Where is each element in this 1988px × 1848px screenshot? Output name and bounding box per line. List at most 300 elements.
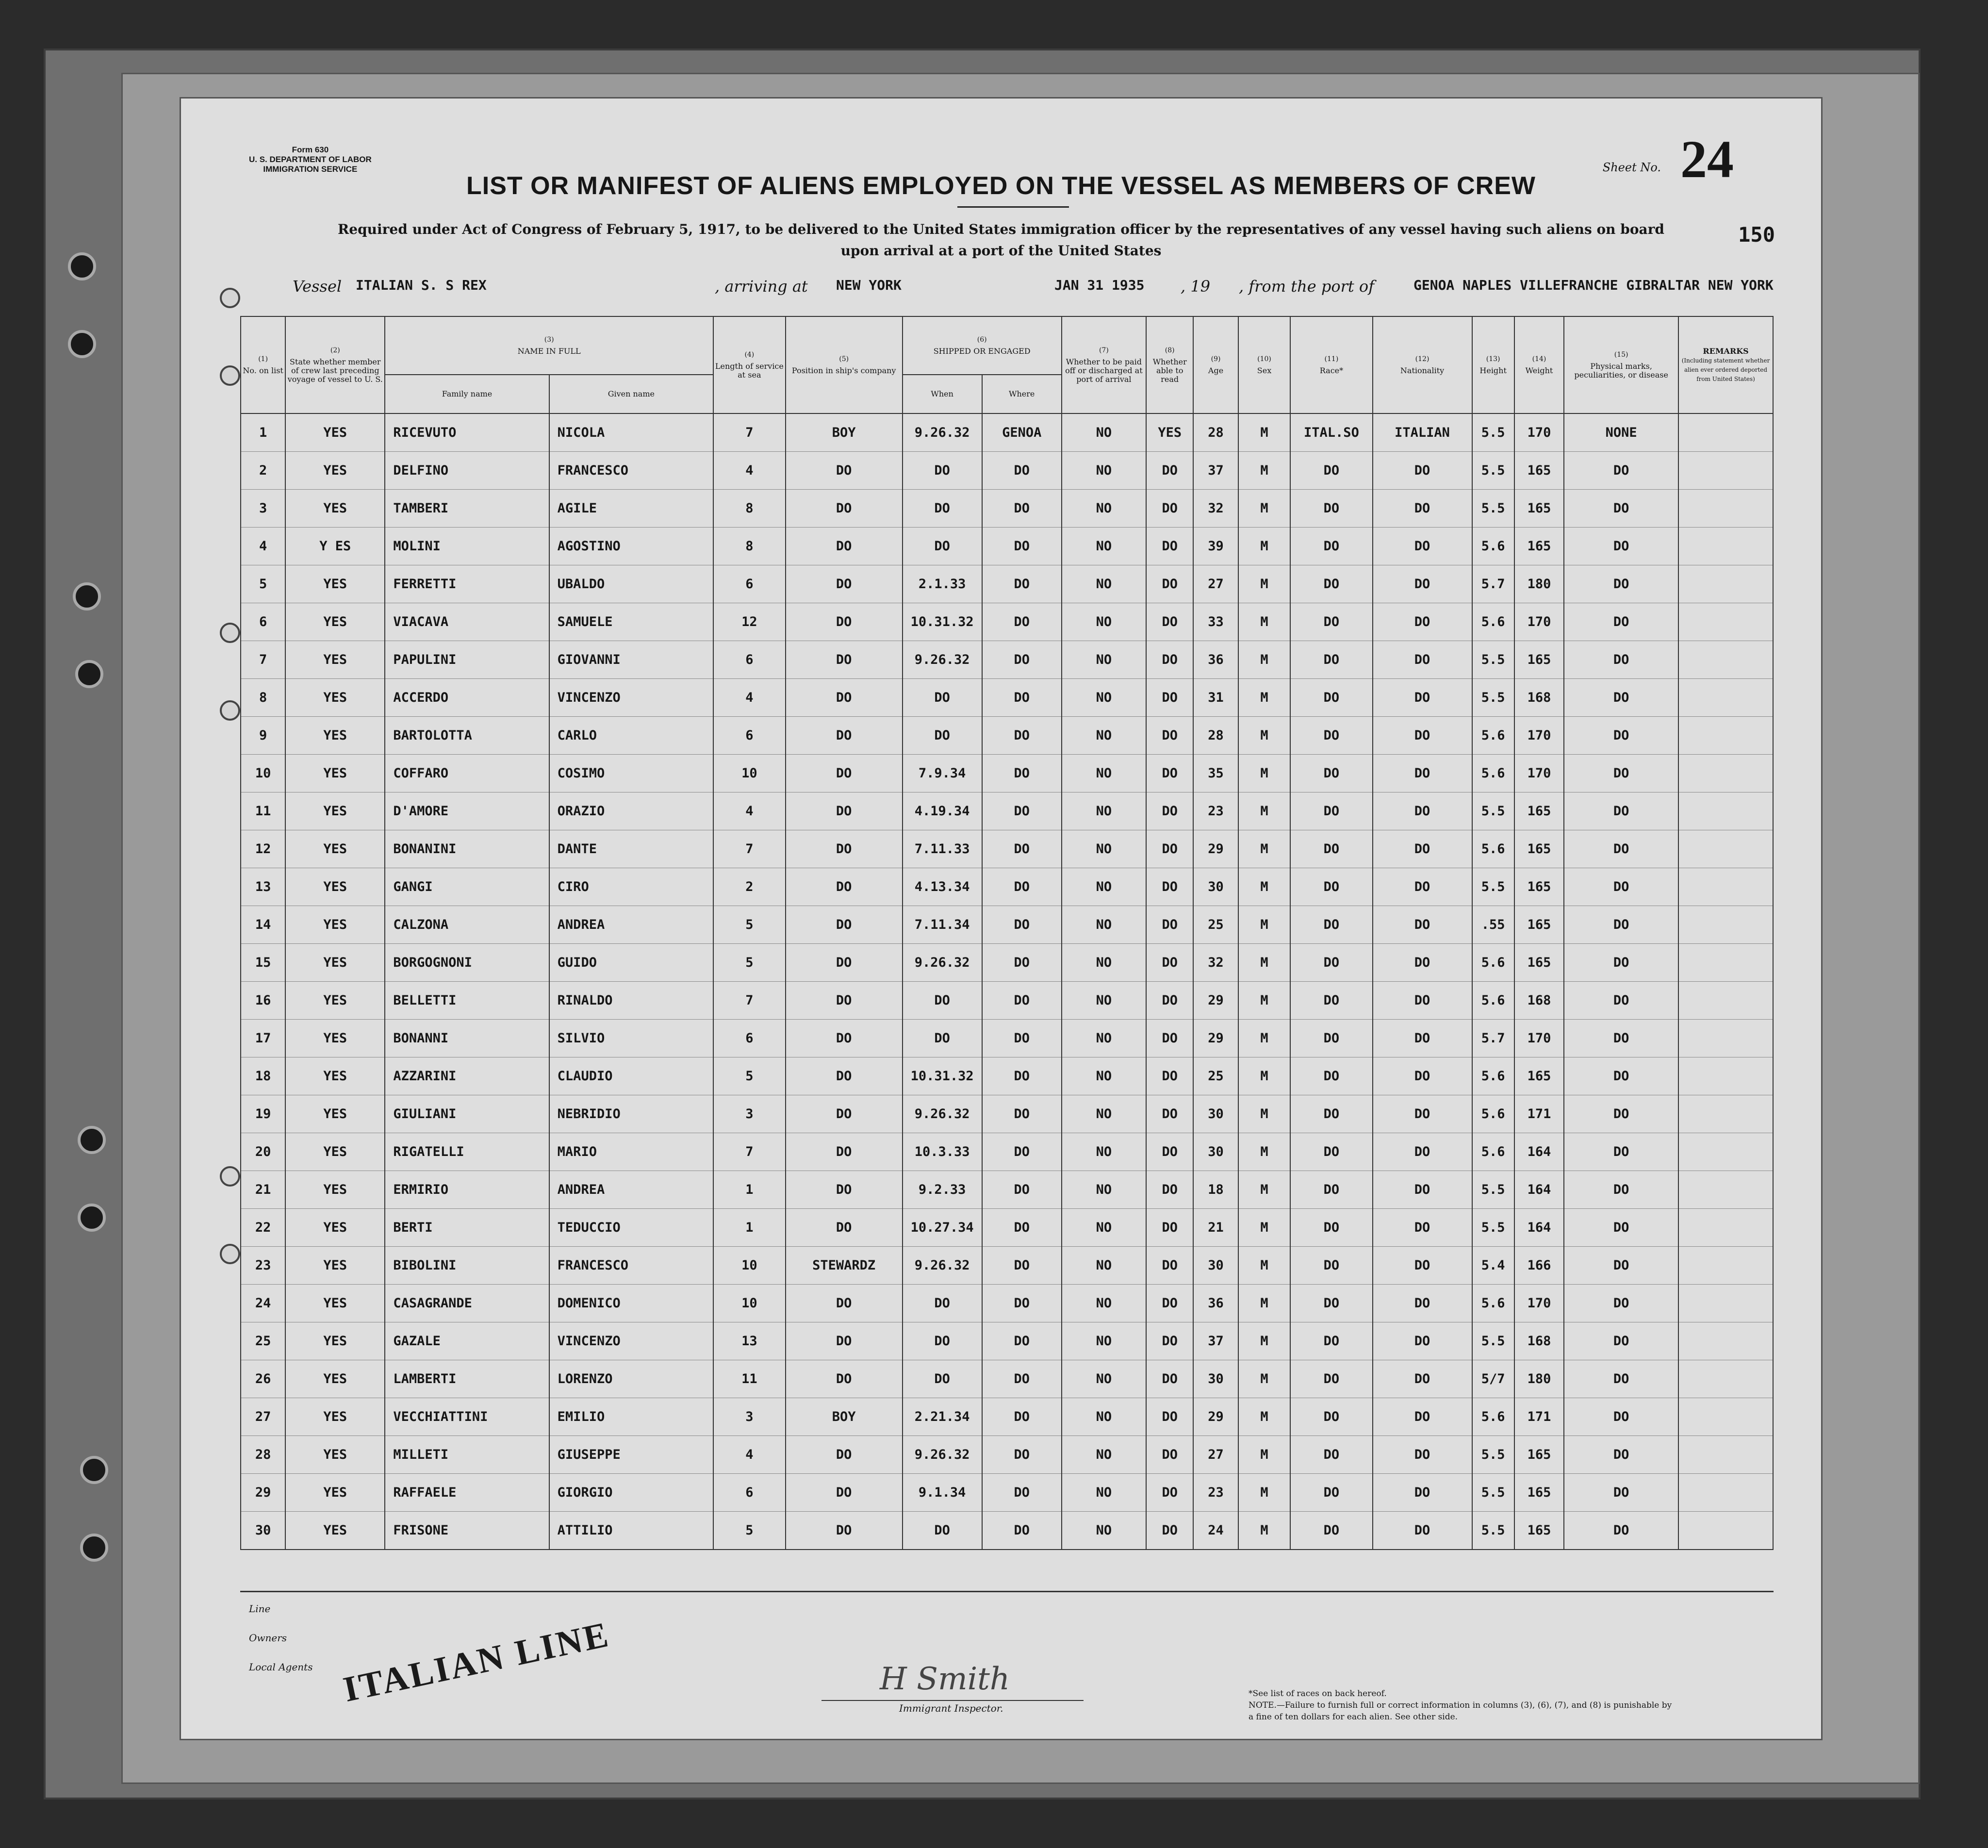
cell-sex: M (1238, 982, 1291, 1020)
cell-remarks (1678, 528, 1773, 565)
cell-family: FRISONE (385, 1512, 549, 1550)
cell-family: RICEVUTO (385, 413, 549, 452)
cell-given: UBALDO (549, 565, 713, 603)
side-number: 150 (1738, 223, 1775, 247)
column-header-given: Given name (549, 375, 713, 413)
column-header-age: (9) Age (1193, 316, 1238, 413)
table-row (241, 1057, 1773, 1095)
cell-age: 39 (1193, 528, 1238, 565)
cell-length: 12 (713, 603, 786, 641)
cell-where: DO (982, 1057, 1062, 1095)
cell-age: 29 (1193, 1020, 1238, 1057)
cell-sex: M (1238, 868, 1291, 906)
cell-state: YES (285, 717, 385, 755)
cell-read: DO (1146, 1285, 1193, 1322)
cell-height: 5.5 (1472, 792, 1514, 830)
cell-state: YES (285, 982, 385, 1020)
line-label: Line (249, 1603, 271, 1615)
cell-height: 5.6 (1472, 1398, 1514, 1436)
cell-sex: M (1238, 1360, 1291, 1398)
cell-read: DO (1146, 1474, 1193, 1512)
cell-length: 7 (713, 982, 786, 1020)
cell-height: 5.6 (1472, 755, 1514, 792)
cell-no: 1 (241, 413, 285, 452)
cell-family: DELFINO (385, 452, 549, 490)
cell-family: RAFFAELE (385, 1474, 549, 1512)
cell-height: 5.5 (1472, 413, 1514, 452)
cell-height: 5.5 (1472, 452, 1514, 490)
cell-length: 5 (713, 1057, 786, 1095)
cell-weight: 171 (1514, 1398, 1564, 1436)
cell-weight: 165 (1514, 792, 1564, 830)
cell-paid: NO (1062, 1057, 1146, 1095)
cell-no: 9 (241, 717, 285, 755)
cell-given: GIOVANNI (549, 641, 713, 679)
column-header-physical: (15) Physical marks, peculiarities, or disease (1564, 316, 1678, 413)
cell-when: DO (903, 1020, 982, 1057)
cell-position: DO (786, 906, 903, 944)
cell-weight: 166 (1514, 1247, 1564, 1285)
cell-where: DO (982, 1095, 1062, 1133)
cell-where: DO (982, 1474, 1062, 1512)
cell-given: NEBRIDIO (549, 1095, 713, 1133)
cell-physical: DO (1564, 641, 1678, 679)
cell-weight: 165 (1514, 641, 1564, 679)
binder-hole (220, 365, 240, 386)
cell-nationality: DO (1373, 1209, 1472, 1247)
cell-family: FERRETTI (385, 565, 549, 603)
cell-family: VIACAVA (385, 603, 549, 641)
cell-remarks (1678, 1436, 1773, 1474)
cell-when: DO (903, 1512, 982, 1550)
column-header-length: (4) Length of service at sea (713, 316, 786, 413)
service-name: IMMIGRATION SERVICE (263, 165, 358, 174)
cell-height: 5.5 (1472, 641, 1514, 679)
cell-length: 8 (713, 528, 786, 565)
cell-position: BOY (786, 1398, 903, 1436)
cell-sex: M (1238, 1398, 1291, 1436)
inspector-label: Immigrant Inspector. (899, 1702, 1003, 1714)
table-row (241, 982, 1773, 1020)
cell-age: 36 (1193, 1285, 1238, 1322)
cell-paid: NO (1062, 1209, 1146, 1247)
cell-nationality: DO (1373, 528, 1472, 565)
column-header-race: (11) Race* (1290, 316, 1372, 413)
cell-height: 5.6 (1472, 603, 1514, 641)
cell-state: YES (285, 1133, 385, 1171)
cell-state: YES (285, 452, 385, 490)
cell-where: GENOA (982, 413, 1062, 452)
cell-where: DO (982, 755, 1062, 792)
cell-where: DO (982, 792, 1062, 830)
cell-length: 7 (713, 830, 786, 868)
cell-read: DO (1146, 1512, 1193, 1550)
column-header-read: (8) Whether able to read (1146, 316, 1193, 413)
cell-family: D'AMORE (385, 792, 549, 830)
binder-hole (220, 1244, 240, 1264)
cell-nationality: DO (1373, 830, 1472, 868)
cell-weight: 170 (1514, 1020, 1564, 1057)
cell-remarks (1678, 868, 1773, 906)
cell-read: DO (1146, 1171, 1193, 1209)
cell-given: CLAUDIO (549, 1057, 713, 1095)
cell-paid: NO (1062, 1171, 1146, 1209)
cell-given: TEDUCCIO (549, 1209, 713, 1247)
cell-race: DO (1290, 830, 1372, 868)
column-header-remarks: REMARKS (Including statement whether alien ever ordered deported from United States) (1678, 316, 1773, 413)
cell-state: YES (285, 1322, 385, 1360)
cell-weight: 168 (1514, 679, 1564, 717)
cell-no: 22 (241, 1209, 285, 1247)
cell-when: 9.26.32 (903, 413, 982, 452)
cell-sex: M (1238, 755, 1291, 792)
cell-given: SAMUELE (549, 603, 713, 641)
cell-state: YES (285, 1436, 385, 1474)
cell-read: DO (1146, 868, 1193, 906)
cell-race: DO (1290, 490, 1372, 528)
cell-state: YES (285, 1360, 385, 1398)
cell-remarks (1678, 1171, 1773, 1209)
cell-no: 12 (241, 830, 285, 868)
cell-weight: 165 (1514, 868, 1564, 906)
column-header-where: Where (982, 375, 1062, 413)
cell-where: DO (982, 1247, 1062, 1285)
cell-when: 9.26.32 (903, 1247, 982, 1285)
cell-nationality: DO (1373, 792, 1472, 830)
footer-labels (249, 1603, 312, 1690)
cell-height: 5.6 (1472, 944, 1514, 982)
cell-physical: DO (1564, 868, 1678, 906)
cell-physical: DO (1564, 982, 1678, 1020)
cell-length: 4 (713, 792, 786, 830)
cell-age: 29 (1193, 1398, 1238, 1436)
cell-given: GIORGIO (549, 1474, 713, 1512)
cell-where: DO (982, 717, 1062, 755)
cell-given: ANDREA (549, 906, 713, 944)
cell-position: DO (786, 1057, 903, 1095)
cell-paid: NO (1062, 1133, 1146, 1171)
cell-length: 6 (713, 641, 786, 679)
cell-family: GIULIANI (385, 1095, 549, 1133)
cell-race: DO (1290, 1095, 1372, 1133)
cell-position: DO (786, 603, 903, 641)
cell-paid: NO (1062, 1285, 1146, 1322)
cell-state: YES (285, 1171, 385, 1209)
cell-given: ORAZIO (549, 792, 713, 830)
cell-no: 18 (241, 1057, 285, 1095)
cell-race: DO (1290, 528, 1372, 565)
cell-where: DO (982, 528, 1062, 565)
cell-sex: M (1238, 1322, 1291, 1360)
column-header-when: When (903, 375, 982, 413)
arrival-port: NEW YORK (836, 277, 902, 293)
cell-no: 30 (241, 1512, 285, 1550)
department-name: U. S. DEPARTMENT OF LABOR (249, 155, 372, 164)
cell-nationality: DO (1373, 490, 1472, 528)
cell-nationality: DO (1373, 1474, 1472, 1512)
cell-height: 5.6 (1472, 830, 1514, 868)
cell-nationality: DO (1373, 1436, 1472, 1474)
cell-paid: NO (1062, 868, 1146, 906)
cell-given: CIRO (549, 868, 713, 906)
cell-height: 5.7 (1472, 565, 1514, 603)
cell-paid: NO (1062, 679, 1146, 717)
cell-where: DO (982, 1512, 1062, 1550)
line-stamp: ITALIAN LINE (340, 1614, 613, 1710)
cell-age: 37 (1193, 1322, 1238, 1360)
cell-state: YES (285, 1020, 385, 1057)
cell-race: DO (1290, 717, 1372, 755)
cell-read: DO (1146, 1057, 1193, 1095)
cell-family: PAPULINI (385, 641, 549, 679)
cell-nationality: DO (1373, 1133, 1472, 1171)
cell-sex: M (1238, 1436, 1291, 1474)
cell-height: 5.6 (1472, 1133, 1514, 1171)
cell-when: 9.2.33 (903, 1171, 982, 1209)
table-row (241, 755, 1773, 792)
table-row (241, 1247, 1773, 1285)
cell-age: 37 (1193, 452, 1238, 490)
cell-remarks (1678, 906, 1773, 944)
cell-position: DO (786, 830, 903, 868)
cell-height: 5.5 (1472, 1474, 1514, 1512)
cell-when: 9.1.34 (903, 1474, 982, 1512)
cell-position: DO (786, 1171, 903, 1209)
cell-state: YES (285, 1285, 385, 1322)
cell-height: 5.6 (1472, 528, 1514, 565)
cell-family: CALZONA (385, 906, 549, 944)
cell-given: SILVIO (549, 1020, 713, 1057)
cell-physical: DO (1564, 1057, 1678, 1095)
table-row (241, 1209, 1773, 1247)
cell-given: GIUSEPPE (549, 1436, 713, 1474)
cell-height: 5.6 (1472, 717, 1514, 755)
table-row (241, 944, 1773, 982)
cell-position: DO (786, 641, 903, 679)
cell-race: DO (1290, 868, 1372, 906)
cell-sex: M (1238, 641, 1291, 679)
column-header-paid: (7) Whether to be paid off or discharged at port of arrival (1062, 316, 1146, 413)
cell-age: 27 (1193, 1436, 1238, 1474)
cell-age: 36 (1193, 641, 1238, 679)
cell-when: 4.19.34 (903, 792, 982, 830)
cell-remarks (1678, 792, 1773, 830)
cell-length: 8 (713, 490, 786, 528)
cell-position: STEWARDZ (786, 1247, 903, 1285)
binder-hole (220, 1166, 240, 1187)
table-row (241, 1436, 1773, 1474)
cell-no: 3 (241, 490, 285, 528)
column-header-nationality: (12) Nationality (1373, 316, 1472, 413)
cell-weight: 165 (1514, 1057, 1564, 1095)
cell-weight: 165 (1514, 452, 1564, 490)
crew-table (240, 316, 1774, 1550)
table-row (241, 528, 1773, 565)
cell-where: DO (982, 1020, 1062, 1057)
cell-nationality: DO (1373, 755, 1472, 792)
table-row (241, 1360, 1773, 1398)
table-row (241, 490, 1773, 528)
cell-state: YES (285, 1247, 385, 1285)
cell-sex: M (1238, 830, 1291, 868)
cell-read: DO (1146, 717, 1193, 755)
cell-physical: DO (1564, 944, 1678, 982)
cell-where: DO (982, 679, 1062, 717)
cell-race: DO (1290, 603, 1372, 641)
table-row (241, 1474, 1773, 1512)
cell-position: DO (786, 1436, 903, 1474)
cell-weight: 164 (1514, 1171, 1564, 1209)
cell-where: DO (982, 1209, 1062, 1247)
cell-state: YES (285, 641, 385, 679)
cell-nationality: DO (1373, 1020, 1472, 1057)
cell-remarks (1678, 830, 1773, 868)
column-header-no: (1) No. on list (241, 316, 285, 413)
cell-race: DO (1290, 906, 1372, 944)
cell-weight: 165 (1514, 490, 1564, 528)
cell-family: BONANNI (385, 1020, 549, 1057)
cell-where: DO (982, 1360, 1062, 1398)
table-row (241, 1322, 1773, 1360)
cell-nationality: DO (1373, 982, 1472, 1020)
cell-paid: NO (1062, 1322, 1146, 1360)
cell-family: CASAGRANDE (385, 1285, 549, 1322)
cell-weight: 170 (1514, 1285, 1564, 1322)
cell-read: DO (1146, 528, 1193, 565)
cell-no: 5 (241, 565, 285, 603)
cell-no: 2 (241, 452, 285, 490)
cell-given: ANDREA (549, 1171, 713, 1209)
cell-paid: NO (1062, 452, 1146, 490)
cell-paid: NO (1062, 528, 1146, 565)
cell-when: 9.26.32 (903, 944, 982, 982)
cell-state: YES (285, 944, 385, 982)
cell-read: DO (1146, 1133, 1193, 1171)
form-header (249, 145, 372, 174)
cell-given: FRANCESCO (549, 452, 713, 490)
table-row (241, 603, 1773, 641)
cell-height: 5.5 (1472, 1436, 1514, 1474)
cell-when: 10.27.34 (903, 1209, 982, 1247)
cell-age: 25 (1193, 1057, 1238, 1095)
cell-sex: M (1238, 490, 1291, 528)
cell-state: YES (285, 679, 385, 717)
cell-physical: NONE (1564, 413, 1678, 452)
cell-position: DO (786, 1360, 903, 1398)
cell-weight: 165 (1514, 528, 1564, 565)
cell-length: 1 (713, 1171, 786, 1209)
footer-divider (240, 1591, 1774, 1592)
cell-length: 5 (713, 944, 786, 982)
cell-physical: DO (1564, 717, 1678, 755)
cell-state: YES (285, 565, 385, 603)
table-row (241, 452, 1773, 490)
cell-when: 9.26.32 (903, 1095, 982, 1133)
cell-no: 15 (241, 944, 285, 982)
cell-length: 4 (713, 679, 786, 717)
cell-no: 27 (241, 1398, 285, 1436)
cell-sex: M (1238, 679, 1291, 717)
table-row (241, 1095, 1773, 1133)
cell-nationality: DO (1373, 906, 1472, 944)
cell-where: DO (982, 1133, 1062, 1171)
cell-when: DO (903, 1285, 982, 1322)
cell-read: DO (1146, 679, 1193, 717)
cell-when: 10.31.32 (903, 603, 982, 641)
cell-paid: NO (1062, 1436, 1146, 1474)
cell-age: 30 (1193, 1095, 1238, 1133)
column-header-family: Family name (385, 375, 549, 413)
cell-when: 2.1.33 (903, 565, 982, 603)
punch-hole (68, 252, 96, 280)
cell-weight: 170 (1514, 717, 1564, 755)
penalty-note: NOTE.—Failure to furnish full or correct information in columns (3), (6), (7), and (8) is punishable by a fine of ten dollars for each alien. See other side. (1249, 1700, 1672, 1722)
cell-physical: DO (1564, 1133, 1678, 1171)
cell-sex: M (1238, 1020, 1291, 1057)
cell-state: YES (285, 830, 385, 868)
cell-nationality: DO (1373, 1247, 1472, 1285)
cell-remarks (1678, 413, 1773, 452)
punch-hole (78, 1204, 106, 1232)
cell-physical: DO (1564, 1360, 1678, 1398)
cell-read: DO (1146, 792, 1193, 830)
cell-race: DO (1290, 1474, 1372, 1512)
cell-state: YES (285, 413, 385, 452)
cell-position: DO (786, 1474, 903, 1512)
cell-remarks (1678, 603, 1773, 641)
cell-when: DO (903, 528, 982, 565)
cell-given: AGILE (549, 490, 713, 528)
cell-length: 6 (713, 565, 786, 603)
cell-length: 4 (713, 1436, 786, 1474)
column-header-height: (13) Height (1472, 316, 1514, 413)
cell-position: DO (786, 755, 903, 792)
cell-nationality: DO (1373, 1095, 1472, 1133)
cell-when: DO (903, 982, 982, 1020)
cell-paid: NO (1062, 565, 1146, 603)
cell-race: DO (1290, 1133, 1372, 1171)
cell-sex: M (1238, 603, 1291, 641)
cell-position: DO (786, 528, 903, 565)
cell-given: RINALDO (549, 982, 713, 1020)
cell-remarks (1678, 641, 1773, 679)
cell-where: DO (982, 830, 1062, 868)
cell-physical: DO (1564, 679, 1678, 717)
page-subtitle: Required under Act of Congress of February 5, 1917, to be delivered to the United States immigration officer by the representatives of any vessel having such aliens on board upon arrival at a port of the United States (338, 221, 1664, 259)
cell-where: DO (982, 452, 1062, 490)
cell-given: VINCENZO (549, 1322, 713, 1360)
form-number: Form 630 (292, 145, 329, 154)
cell-when: DO (903, 717, 982, 755)
cell-paid: NO (1062, 641, 1146, 679)
table-row (241, 413, 1773, 452)
from-port-label: , from the port of (1239, 277, 1375, 296)
cell-age: 30 (1193, 1360, 1238, 1398)
cell-read: DO (1146, 490, 1193, 528)
cell-read: DO (1146, 1322, 1193, 1360)
cell-where: DO (982, 982, 1062, 1020)
cell-no: 26 (241, 1360, 285, 1398)
cell-race: DO (1290, 755, 1372, 792)
cell-where: DO (982, 641, 1062, 679)
cell-remarks (1678, 1133, 1773, 1171)
cell-no: 11 (241, 792, 285, 830)
cell-nationality: ITALIAN (1373, 413, 1472, 452)
cell-read: DO (1146, 755, 1193, 792)
cell-sex: M (1238, 1512, 1291, 1550)
cell-weight: 165 (1514, 1512, 1564, 1550)
cell-where: DO (982, 906, 1062, 944)
